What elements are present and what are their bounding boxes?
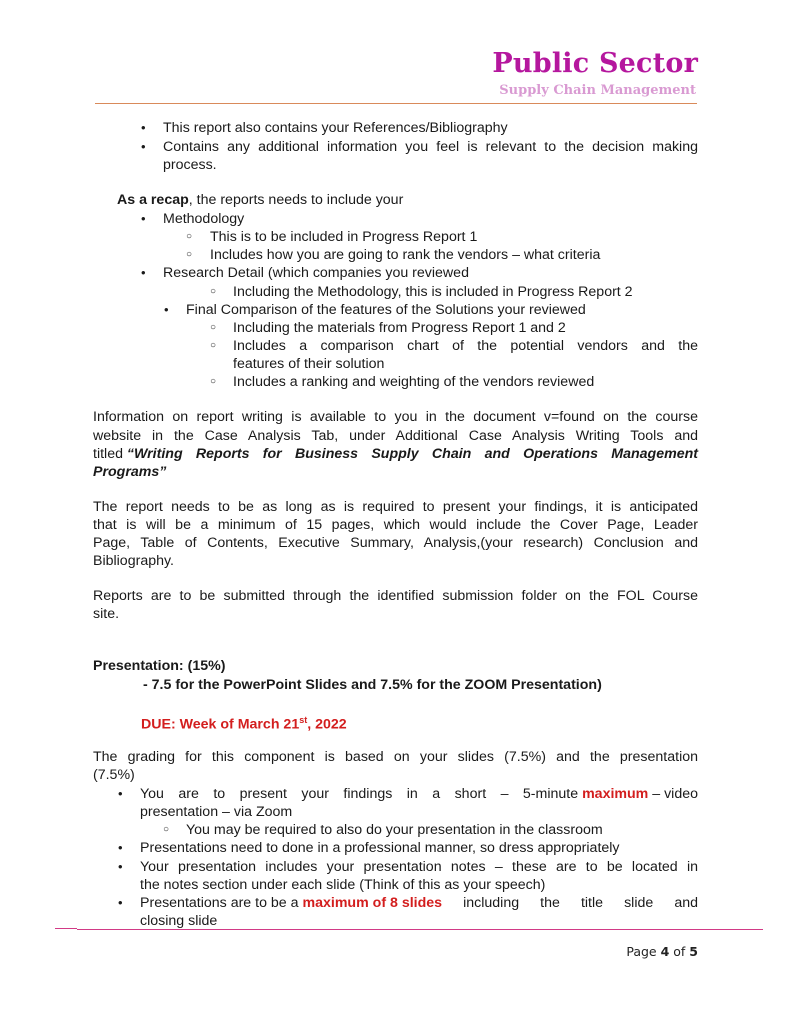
- final-sub-1: Including the materials from Progress Report 1 and 2: [233, 320, 566, 336]
- presentation-subheading: - 7.5 for the PowerPoint Slides and 7.5% for the ZOOM Presentation): [143, 677, 602, 693]
- bullet-icon: •: [118, 895, 123, 910]
- bullet-icon: •: [118, 840, 123, 855]
- info-line-4: [93, 463, 166, 481]
- bullet-icon: •: [141, 139, 146, 154]
- submit-line-2: site.: [93, 606, 120, 622]
- research-sub: Including the Methodology, this is included in Progress Report 2: [233, 284, 633, 300]
- final-sub-3: Includes a ranking and weighting of the vendors reviewed: [233, 374, 595, 390]
- methodology-sub-1: This is to be included in Progress Report 1: [210, 229, 478, 245]
- info-line-1: Information on report writing is available to you in the document v=found on the course: [93, 409, 698, 425]
- pres-bullet-1-sub: You may be required to also do your presentation in the classroom: [186, 822, 603, 838]
- circle-bullet-icon: ○: [186, 231, 193, 242]
- circle-bullet-icon: ○: [163, 824, 170, 835]
- recap-methodology: Methodology: [163, 211, 245, 227]
- footer-divider-accent: [55, 928, 77, 929]
- recap-lead: [117, 191, 403, 209]
- circle-bullet-icon: ○: [210, 286, 217, 297]
- length-line-1: The report needs to be as long as is required to present your findings, it is anticipated: [93, 499, 698, 515]
- length-line-2: that is will be a minimum of 15 pages, which would include the Cover Page, Leader: [93, 517, 698, 533]
- length-line-3: Page, Table of Contents, Executive Summary, Analysis,(your research) Conclusion and: [93, 535, 698, 551]
- page-of: of: [669, 944, 690, 959]
- pres-bullet-4: [140, 894, 698, 912]
- pres-bullet-3: Your presentation includes your presentation notes – these are to be located in: [140, 859, 698, 875]
- report-bullet-2: Contains any additional information you feel is relevant to the decision making: [163, 139, 698, 155]
- pres-bullet-1-cont: presentation – via Zoom: [140, 804, 293, 820]
- circle-bullet-icon: ○: [210, 340, 217, 351]
- bullet-icon: •: [164, 302, 169, 317]
- pres-bullet-4-b: including the title slide and: [442, 895, 698, 911]
- pres-bullet-1: [140, 785, 698, 803]
- info-line-3: [93, 445, 698, 463]
- bullet-icon: •: [118, 786, 123, 801]
- submit-line-1: Reports are to be submitted through the identified submission folder on the FOL Course: [93, 588, 698, 604]
- circle-bullet-icon: ○: [210, 322, 217, 333]
- recap-lead-rest: , the reports needs to include your: [188, 192, 404, 208]
- final-sub-2-cont: features of their solution: [233, 356, 385, 372]
- length-line-4: Bibliography.: [93, 553, 174, 569]
- methodology-sub-2: Includes how you are going to rank the vendors – what criteria: [210, 247, 601, 263]
- bullet-icon: •: [141, 265, 146, 280]
- bullet-icon: •: [118, 859, 123, 874]
- header-divider: [95, 103, 697, 104]
- info-doc-title: “Writing Reports for Business Supply Chain and Operations Management: [126, 446, 698, 462]
- grading-line-2: (7.5%): [93, 767, 135, 783]
- pres-bullet-1-b: – video: [648, 786, 698, 802]
- report-bullet-1: This report also contains your References/Bibliography: [163, 120, 508, 136]
- due-date: [141, 711, 347, 734]
- final-sub-2: Includes a comparison chart of the potential vendors and the: [233, 338, 698, 354]
- info-line-2: website in the Case Analysis Tab, under Additional Case Analysis Writing Tools and: [93, 428, 698, 444]
- recap-lead-bold: As a recap: [117, 192, 189, 208]
- recap-research: Research Detail (which companies you reviewed: [163, 265, 469, 281]
- brand-subtitle: Supply Chain Management: [499, 83, 696, 98]
- pres-bullet-4-a: Presentations are to be a: [140, 895, 303, 911]
- footer-divider: [77, 929, 763, 930]
- info-titled: titled: [93, 446, 127, 462]
- pres-bullet-2: Presentations need to done in a professional manner, so dress appropriately: [140, 840, 620, 856]
- recap-final: Final Comparison of the features of the Solutions your reviewed: [186, 302, 586, 318]
- brand-title: Public Sector: [492, 48, 698, 79]
- due-suffix: , 2022: [307, 716, 347, 733]
- page-current: 4: [660, 944, 670, 959]
- pres-bullet-1-a: You are to present your findings in a short – 5-minute: [140, 786, 583, 802]
- info-doc-title-cont: Programs”: [93, 464, 167, 480]
- circle-bullet-icon: ○: [186, 249, 193, 260]
- pres-bullet-1-red: maximum: [582, 786, 649, 802]
- circle-bullet-icon: ○: [210, 376, 217, 387]
- grading-line-1: The grading for this component is based on your slides (7.5%) and the presentation: [93, 749, 698, 765]
- page-number: [626, 944, 698, 959]
- pres-bullet-3-cont: the notes section under each slide (Think of this as your speech): [140, 877, 546, 893]
- due-prefix: DUE: Week of March 21: [141, 716, 300, 733]
- bullet-icon: •: [141, 211, 146, 226]
- presentation-heading: Presentation: (15%): [93, 658, 226, 674]
- pres-bullet-4-red: maximum of 8 slides: [302, 895, 443, 911]
- bullet-icon: •: [141, 120, 146, 135]
- page-total: 5: [689, 944, 698, 959]
- page-label: Page: [626, 944, 661, 959]
- pres-bullet-4-cont: closing slide: [140, 913, 218, 929]
- due-sup: st: [299, 715, 308, 725]
- report-bullet-2-cont: process.: [163, 157, 217, 173]
